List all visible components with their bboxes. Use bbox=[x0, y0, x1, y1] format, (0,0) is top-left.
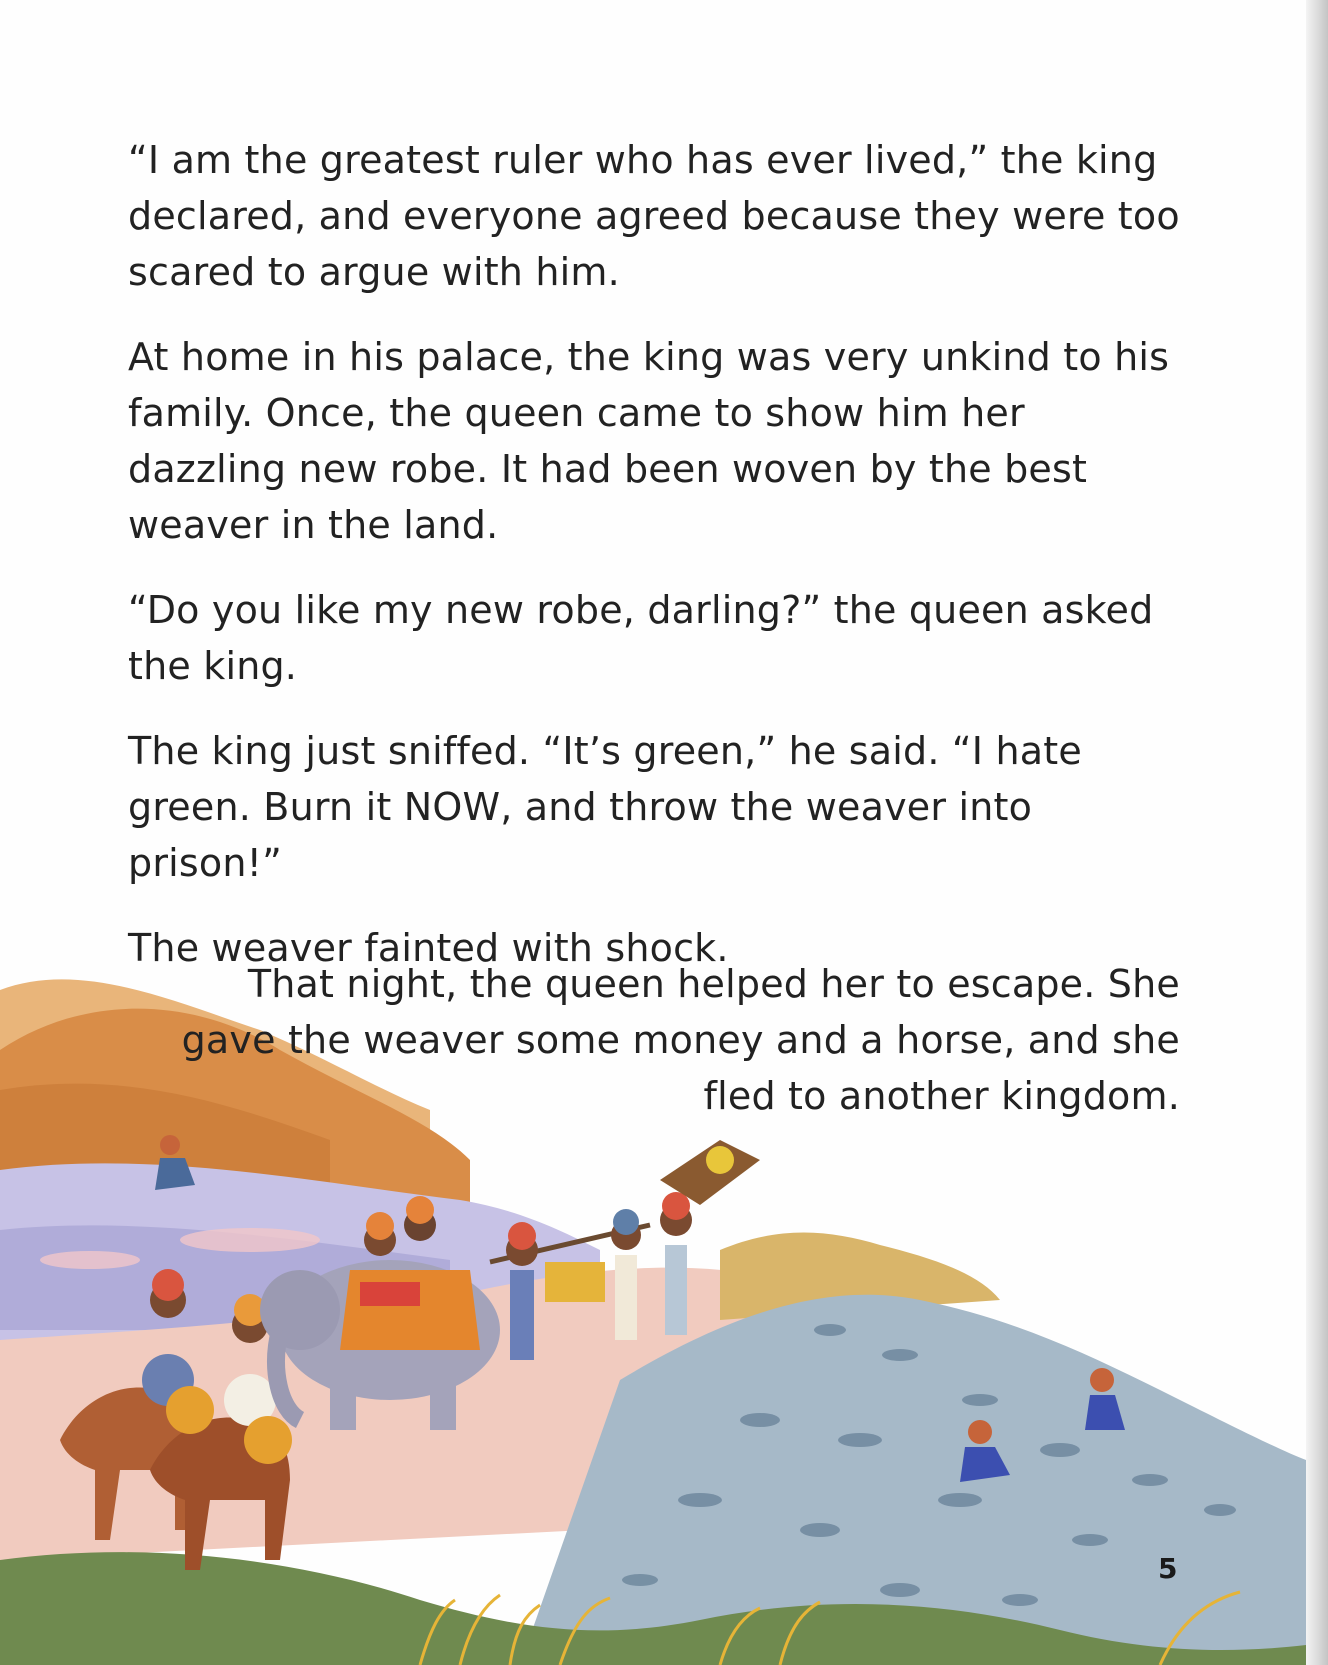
story-final-paragraph: That night, the queen helped her to escape. She gave the weaver some money and a horse, and she fled to another kingdom. bbox=[181, 962, 1180, 1118]
story-paragraph: The king just sniffed. “It’s green,” he said. “I hate green. Burn it NOW, and throw the weaver into prison!” bbox=[128, 729, 1082, 885]
page-number: 5 bbox=[1158, 1552, 1178, 1585]
story-paragraph: “I am the greatest ruler who has ever lived,” the king declared, and everyone agreed because they were too scared to argue with him. bbox=[128, 138, 1180, 294]
story-text bbox=[128, 132, 1188, 1005]
story-paragraph: At home in his palace, the king was very unkind to his family. Once, the queen came to show him her dazzling new robe. It had been woven by the best weaver in the land. bbox=[128, 335, 1170, 547]
story-paragraph: The weaver fainted with shock. bbox=[128, 926, 729, 970]
page-binding-edge bbox=[1306, 0, 1328, 1665]
story-paragraph: “Do you like my new robe, darling?” the queen asked the king. bbox=[128, 588, 1154, 688]
